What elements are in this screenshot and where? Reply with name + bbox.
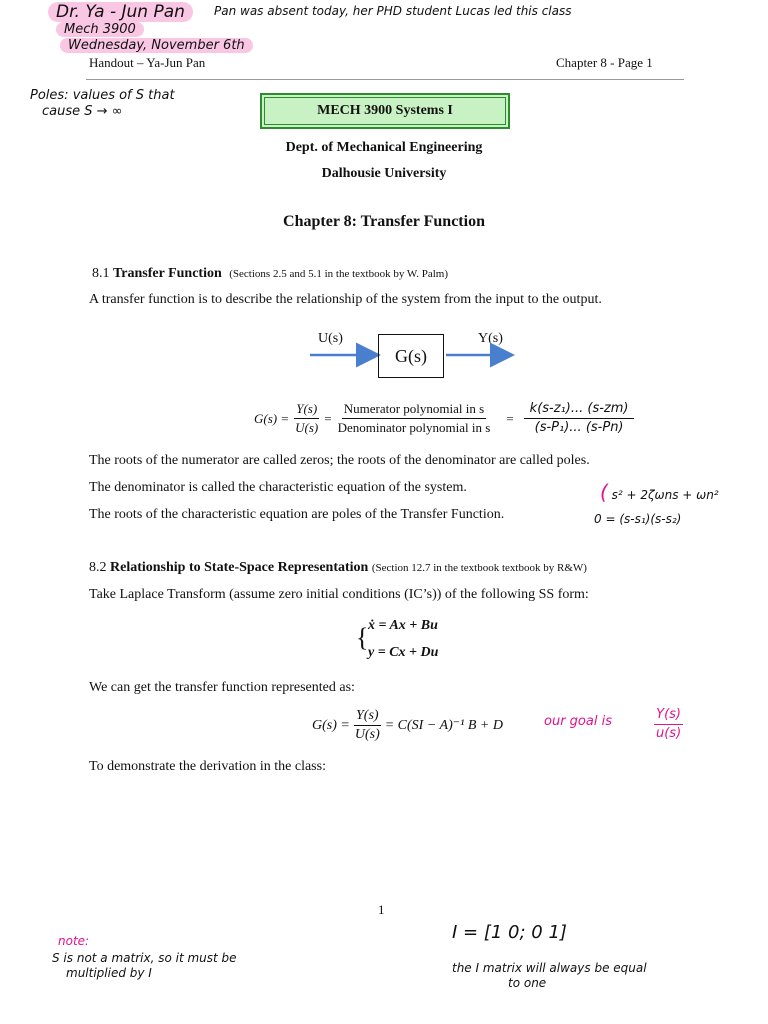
tf-ratio	[293, 400, 320, 437]
roots-line: The roots of the numerator are called zeros; the roots of the denominator are called poles.	[89, 453, 590, 468]
section-8-1-heading	[92, 266, 448, 282]
section-title: Transfer Function	[113, 266, 222, 281]
demo-line: To demonstrate the derivation in the class:	[89, 759, 326, 774]
handwritten-identity-matrix: I = [1 0; 0 1]	[452, 922, 567, 943]
tf-poly-ratio	[336, 400, 493, 437]
handwritten-identity-note-2: to one	[508, 976, 547, 990]
tf-ss-ratio	[353, 707, 382, 744]
tf-ss-den: U(s)	[354, 727, 380, 742]
section-ref: (Sections 2.5 and 5.1 in the textbook by W. Palm)	[229, 268, 449, 280]
tf-ss-lhs: G(s) =	[312, 717, 350, 733]
block-input-label: U(s)	[318, 331, 343, 346]
tf-ss-rhs: = C(SI − A)⁻¹ B + D	[384, 718, 503, 733]
page-number: 1	[378, 902, 385, 917]
factored-den: (s-P₁)... (s-Pn)	[534, 420, 624, 435]
tf-eq-sign: =	[324, 410, 332, 426]
handwritten-note-line-1: S is not a matrix, so it must be	[52, 951, 237, 965]
handwritten-note-line-2: multiplied by I	[66, 966, 152, 980]
tf-poly-num: Numerator polynomial in s	[342, 400, 486, 419]
tf-equation	[254, 400, 634, 437]
title-box-text: MECH 3900 Systems I	[264, 97, 506, 125]
char-eq-line: The denominator is called the characteristic equation of the system.	[89, 480, 467, 495]
chapter-title: Chapter 8: Transfer Function	[283, 213, 485, 230]
ss-intro: Take Laplace Transform (assume zero initial conditions (IC’s)) of the following SS form:	[89, 587, 589, 602]
char-poly-text: s² + 2ζωns + ωn²	[611, 488, 719, 502]
ss-eq-line-1: ẋ = Ax + Bu	[368, 618, 438, 633]
section-8-2-heading	[89, 560, 587, 576]
university-name: Dalhousie University	[321, 166, 447, 181]
section-number: 8.2	[89, 560, 107, 575]
tf-get-line: We can get the transfer function represented as:	[89, 680, 355, 695]
handwritten-name: Dr. Ya - Jun Pan	[48, 2, 193, 22]
g-block: G(s)	[378, 334, 444, 378]
tf-ss-num: Y(s)	[354, 707, 381, 726]
tf-intro: A transfer function is to describe the relationship of the system from the input to the output.	[89, 292, 602, 307]
tf-eq-sign-2: =	[506, 410, 514, 426]
section-ref: (Section 12.7 in the textbook textbook by R&W)	[371, 562, 587, 574]
handwritten-absent-note: Pan was absent today, her PHD student Lucas led this class	[214, 4, 572, 18]
handwritten-date: Wednesday, November 6th	[60, 38, 253, 53]
handwritten-course: Mech 3900	[56, 22, 144, 37]
section-title: Relationship to State-Space Representation	[110, 560, 369, 575]
goal-num: Y(s)	[654, 706, 683, 725]
tf-poly-den: Denominator polynomial in s	[337, 420, 491, 435]
tf-lhs: G(s) =	[254, 410, 290, 426]
header-right: Chapter 8 - Page 1	[556, 55, 653, 70]
handwritten-factored-form	[524, 400, 635, 437]
handwritten-char-poly: ( s² + 2ζωns + ωn²	[600, 480, 719, 504]
header-rule	[86, 79, 684, 80]
handwritten-goal: our goal is	[544, 714, 612, 729]
factored-num: k(s-z₁)... (s-zm)	[524, 400, 635, 419]
tf-num: Y(s)	[294, 400, 319, 419]
handwritten-poles-note-2: cause S → ∞	[42, 104, 123, 119]
header-left: Handout – Ya-Jun Pan	[89, 55, 206, 70]
char-roots-line: The roots of the characteristic equation are poles of the Transfer Function.	[89, 507, 505, 522]
tf-den: U(s)	[295, 420, 319, 435]
handwritten-goal-ratio	[654, 706, 683, 743]
handwritten-poles-note-1: Poles: values of S that	[30, 88, 175, 103]
tf-ss-equation	[312, 707, 503, 744]
handwritten-char-roots: 0 = (s-s₁)(s-s₂)	[594, 512, 682, 526]
ss-brace: {	[356, 623, 369, 652]
title-box	[260, 93, 510, 129]
goal-den: u(s)	[656, 726, 682, 741]
section-number: 8.1	[92, 266, 110, 281]
handwritten-note-label: note:	[58, 934, 90, 948]
block-output-label: Y(s)	[478, 331, 503, 346]
dept-name: Dept. of Mechanical Engineering	[285, 140, 483, 155]
ss-eq-line-2: y = Cx + Du	[368, 645, 439, 660]
handwritten-identity-note-1: the I matrix will always be equal	[452, 961, 647, 975]
